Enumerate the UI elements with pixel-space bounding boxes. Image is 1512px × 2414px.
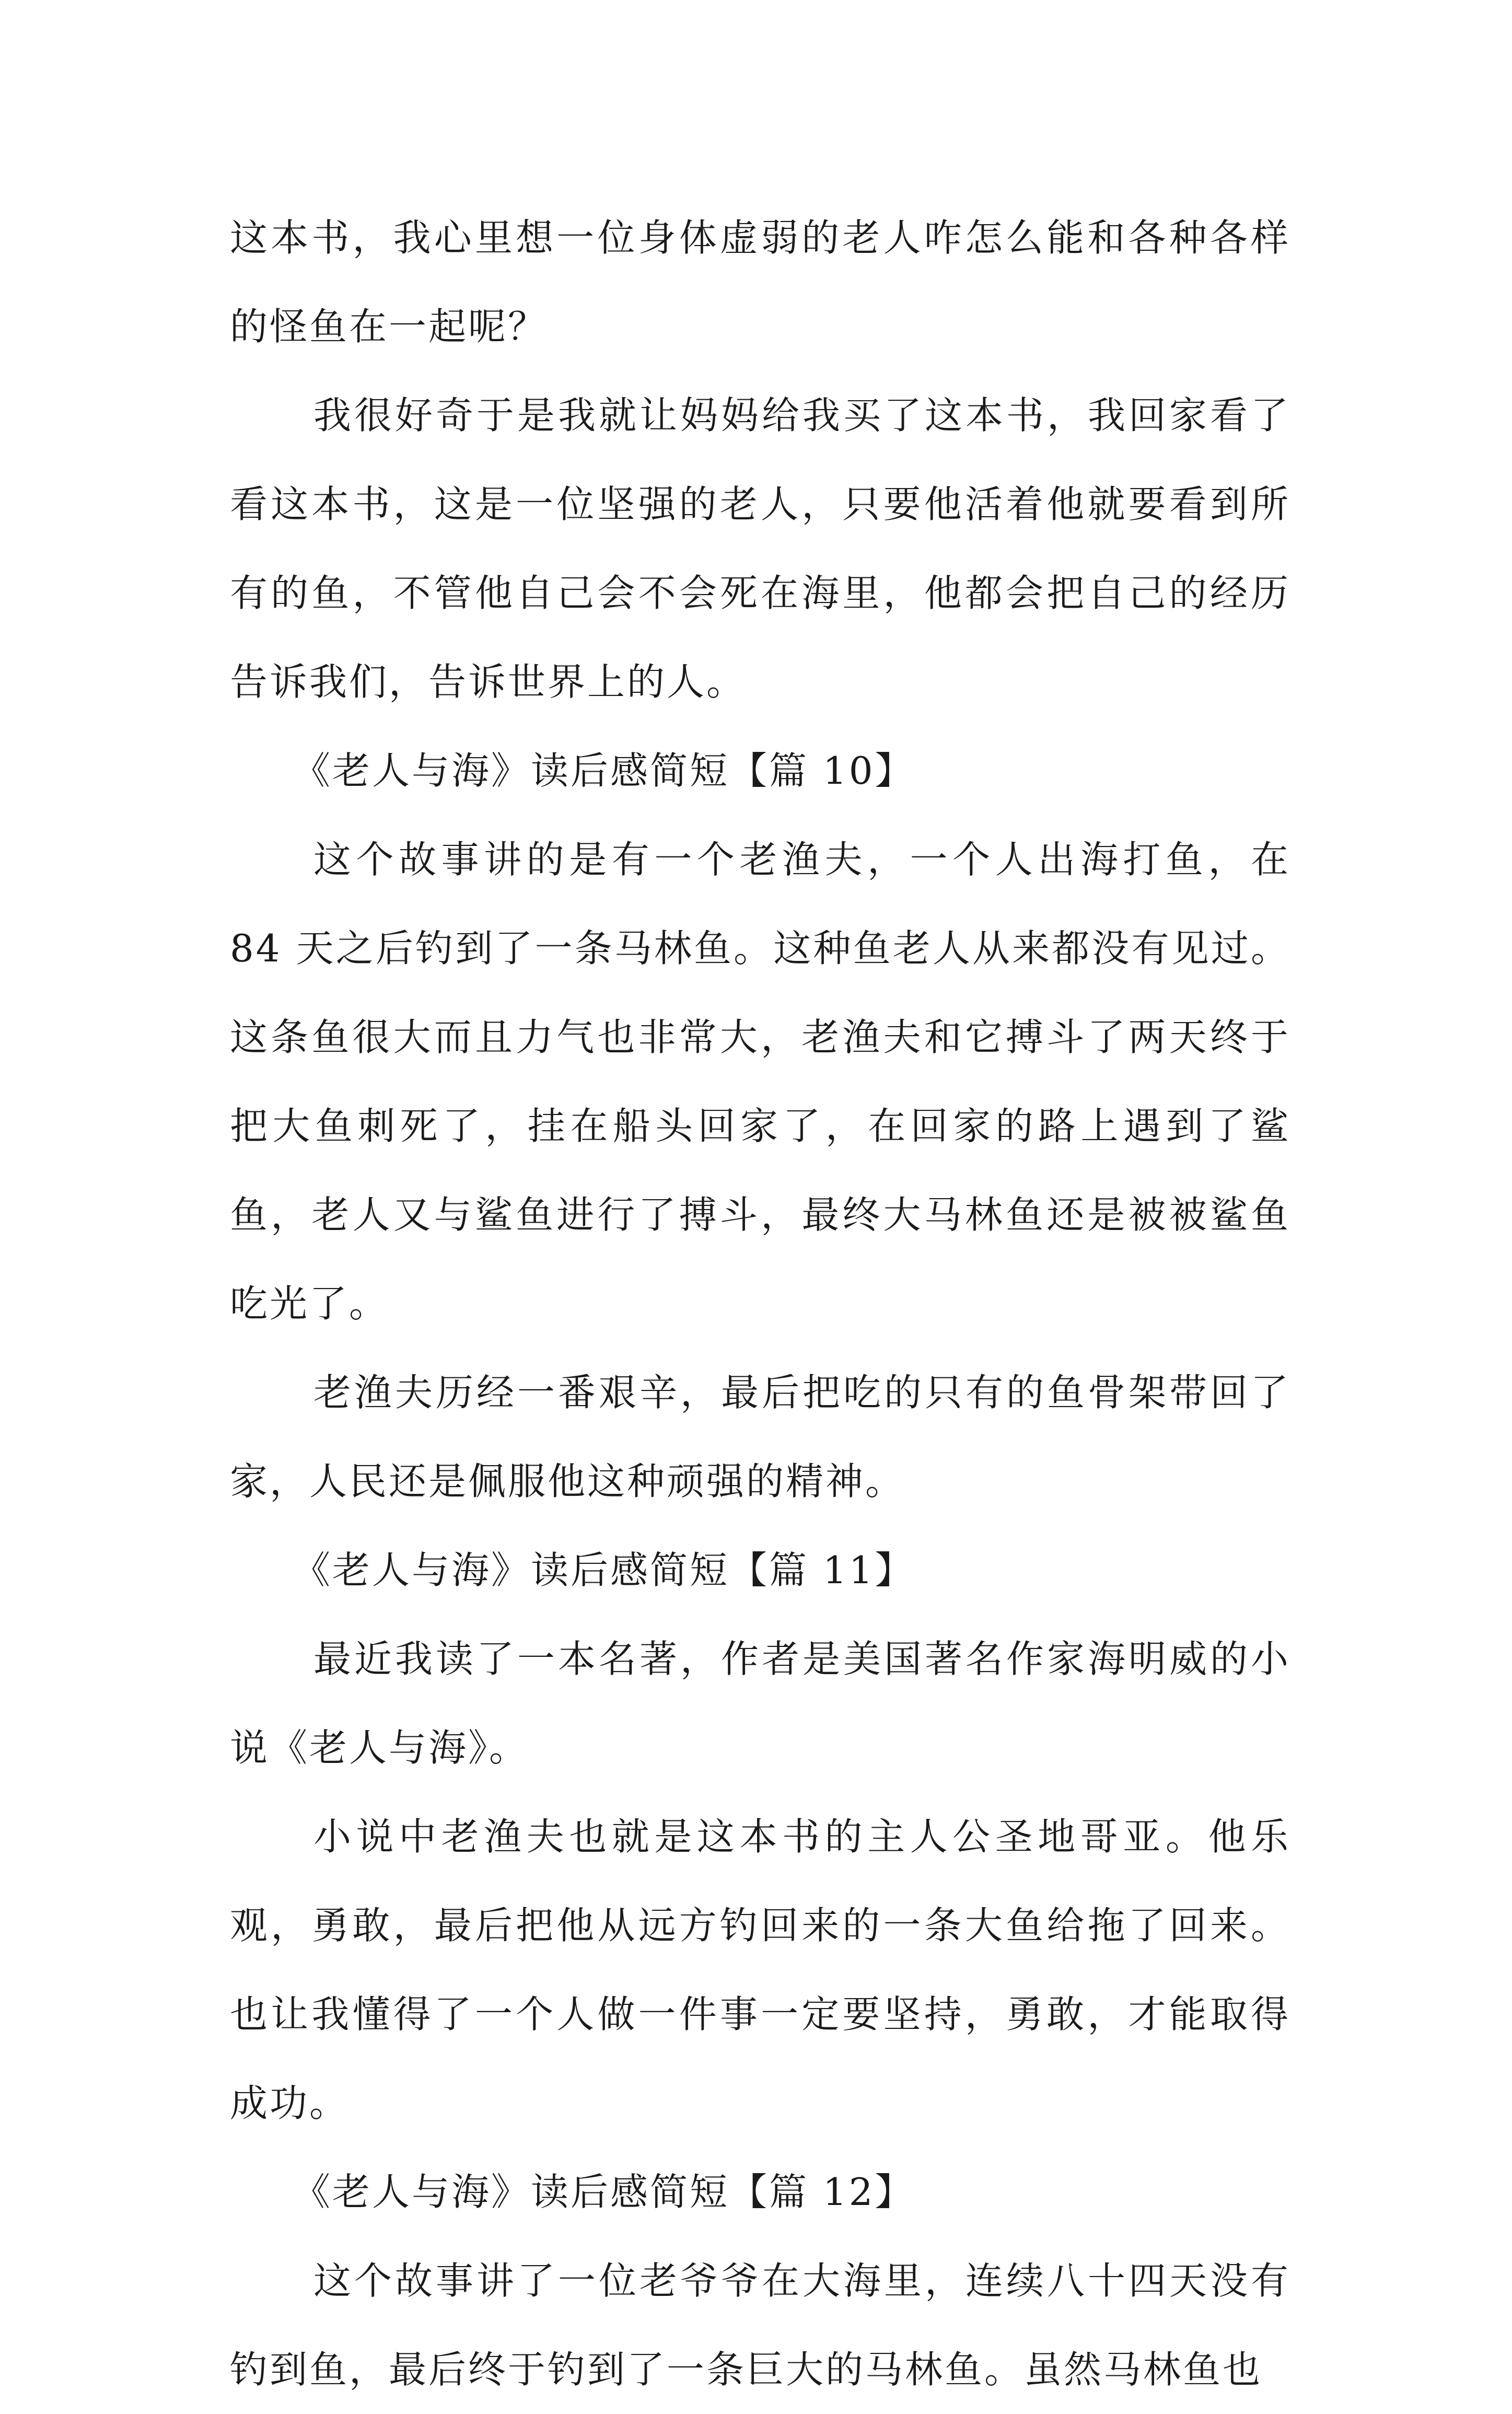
paragraph: 我很好奇于是我就让妈妈给我买了这本书，我回家看了看这本书，这是一位坚强的老人，只要他活着他就要看到所有的鱼，不管他自己会不会死在海里，他都会把自己的经历告诉我们，告诉世界上的人。 <box>230 393 1290 704</box>
section-heading: 《老人与海》读后感简短【篇 12】 <box>293 2170 915 2214</box>
document-body <box>230 193 1290 2414</box>
paragraph: 最近我读了一本名著，作者是美国著名作家海明威的小说《老人与海》。 <box>230 1637 1290 1770</box>
paragraph: 这个故事讲了一位老爷爷在大海里，连续八十四天没有钓到鱼，最后终于钓到了一条巨大的马林鱼。虽然马林鱼也 <box>230 2259 1290 2392</box>
section-heading: 《老人与海》读后感简短【篇 10】 <box>293 749 915 793</box>
paragraph: 这本书，我心里想一位身体虚弱的老人咋怎么能和各种各样的怪鱼在一起呢？ <box>230 216 1290 349</box>
paragraph: 这个故事讲的是有一个老渔夫，一个人出海打鱼，在 84 天之后钓到了一条马林鱼。这种鱼老人从来都没有见过。这条鱼很大而且力气也非常大，老渔夫和它搏斗了两天终于把大鱼刺死了，挂在船头回家了，在回家的路上遇到了鲨鱼，老人又与鲨鱼进行了搏斗，最终大马林鱼还是被被鲨鱼吃光了。 <box>230 838 1290 1326</box>
paragraph: 小说中老渔夫也就是这本书的主人公圣地哥亚。他乐观，勇敢，最后把他从远方钓回来的一条大鱼给拖了回来。也让我懂得了一个人做一件事一定要坚持，勇敢，才能取得成功。 <box>230 1815 1290 2125</box>
paragraph: 老渔夫历经一番艰辛，最后把吃的只有的鱼骨架带回了家，人民还是佩服他这种顽强的精神。 <box>230 1371 1290 1503</box>
section-heading: 《老人与海》读后感简短【篇 11】 <box>293 1548 915 1592</box>
